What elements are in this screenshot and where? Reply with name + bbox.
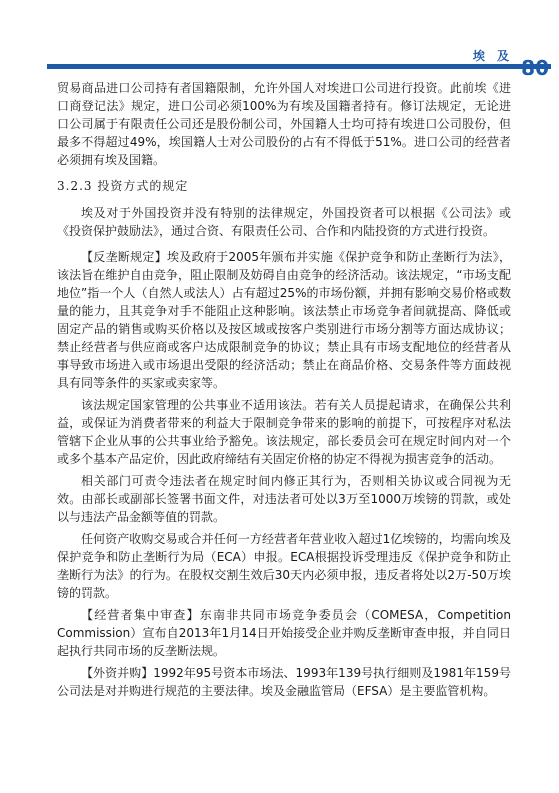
document-body (57, 79, 511, 700)
header-rule (47, 64, 551, 69)
paragraph-penalties: 相关部门可责令违法者在规定时间内修正其行为，否则相关协议或合同视为无效。由部长或副部长签署书面文件，对违法者可处以3万至1000万埃镑的罚款，或处以与违法产品金额等值的罚款。 (57, 474, 511, 524)
paragraph-antitrust: 【反垄断规定】埃及政府于2005年颁布并实施《保护竞争和防止垄断行为法》，该法旨在维护自由竞争，阻止限制及妨碍自由竞争的经济活动。该法规定，“市场支配地位”指一个人（自然人或法人）占有超过25%的市场份额，并拥有影响交易价格或数量的能力，且其竞争对手不能阻止这种影响。该法禁止市场竞争者间就提高、降低或固定产品的销售或购买价格以及按区域或按客户类别进行市场分割等方面达成协议；禁止经营者与供应商或客户达成限制竞争的协议；禁止具有市场支配地位的经营者从事导致市场进入或市场退出受限的经济活动；禁止在商品价格、交易条件等方面歧视具有同等条件的买家或卖家等。 (57, 250, 511, 390)
paragraph-investment-methods: 埃及对于外国投资并没有特别的法律规定，外国投资者可以根据《公司法》或《投资保护鼓励法》，通过合资、有限责任公司、合作和内陆投资的方式进行投资。 (57, 206, 511, 238)
section-heading: 3.2.3 投资方式的规定 (57, 179, 189, 193)
paragraph-public-utilities: 该法规定国家管理的公共事业不适用该法。若有关人员提起请求，在确保公共利益，或保证为消费者带来的利益大于限制竞争带来的影响的前提下，可按程序对私法管辖下企业从事的公共事业给予豁免。该法规定，部长委员会可在规定时间内对一个或多个基本产品定价，因此政府缔结有关固定价格的协定不得视为损害竞争的活动。 (57, 398, 511, 466)
header-country-name: 埃 及 (472, 49, 513, 63)
paragraph-merger-filing: 任何资产收购交易或合并任何一方经营者年营业收入超过1亿埃镑的，均需向埃及保护竞争和防止垄断行为局（ECA）申报。ECA根据投诉受理违反《保护竞争和防止垄断行为法》的行为。在股权交割生效后30天内必须申报，违反者将处以2万-50万埃镑的罚款。 (57, 532, 511, 600)
paragraph-concentration-review: 【经营者集中审查】东南非共同市场竞争委员会（COMESA，Competition Commission）宣布自2013年1月14日开始接受企业并购反垄断审查申报，并自同日起执行共同市场的反垄断法规。 (57, 608, 511, 658)
paragraph-foreign-acquisition: 【外资并购】1992年95号资本市场法、1993年139号执行细则及1981年159号公司法是对并购进行规范的主要法律。埃及金融监管局（EFSA）是主要监管机构。 (57, 666, 511, 698)
paragraph-import-ownership: 贸易商品进口公司持有者国籍限制，允许外国人对埃进口公司进行投资。此前埃《进口商登记法》规定，进口公司必须100%为有埃及国籍者持有。修订法规定，无论进口公司属于有限责任公司还是股份制公司，外国籍人士均可持有埃进口公司股份，但最多不得超过49%，埃国籍人士对公司股份的占有不得低于51%。进口公司的经营者必须拥有埃及国籍。 (57, 81, 511, 167)
